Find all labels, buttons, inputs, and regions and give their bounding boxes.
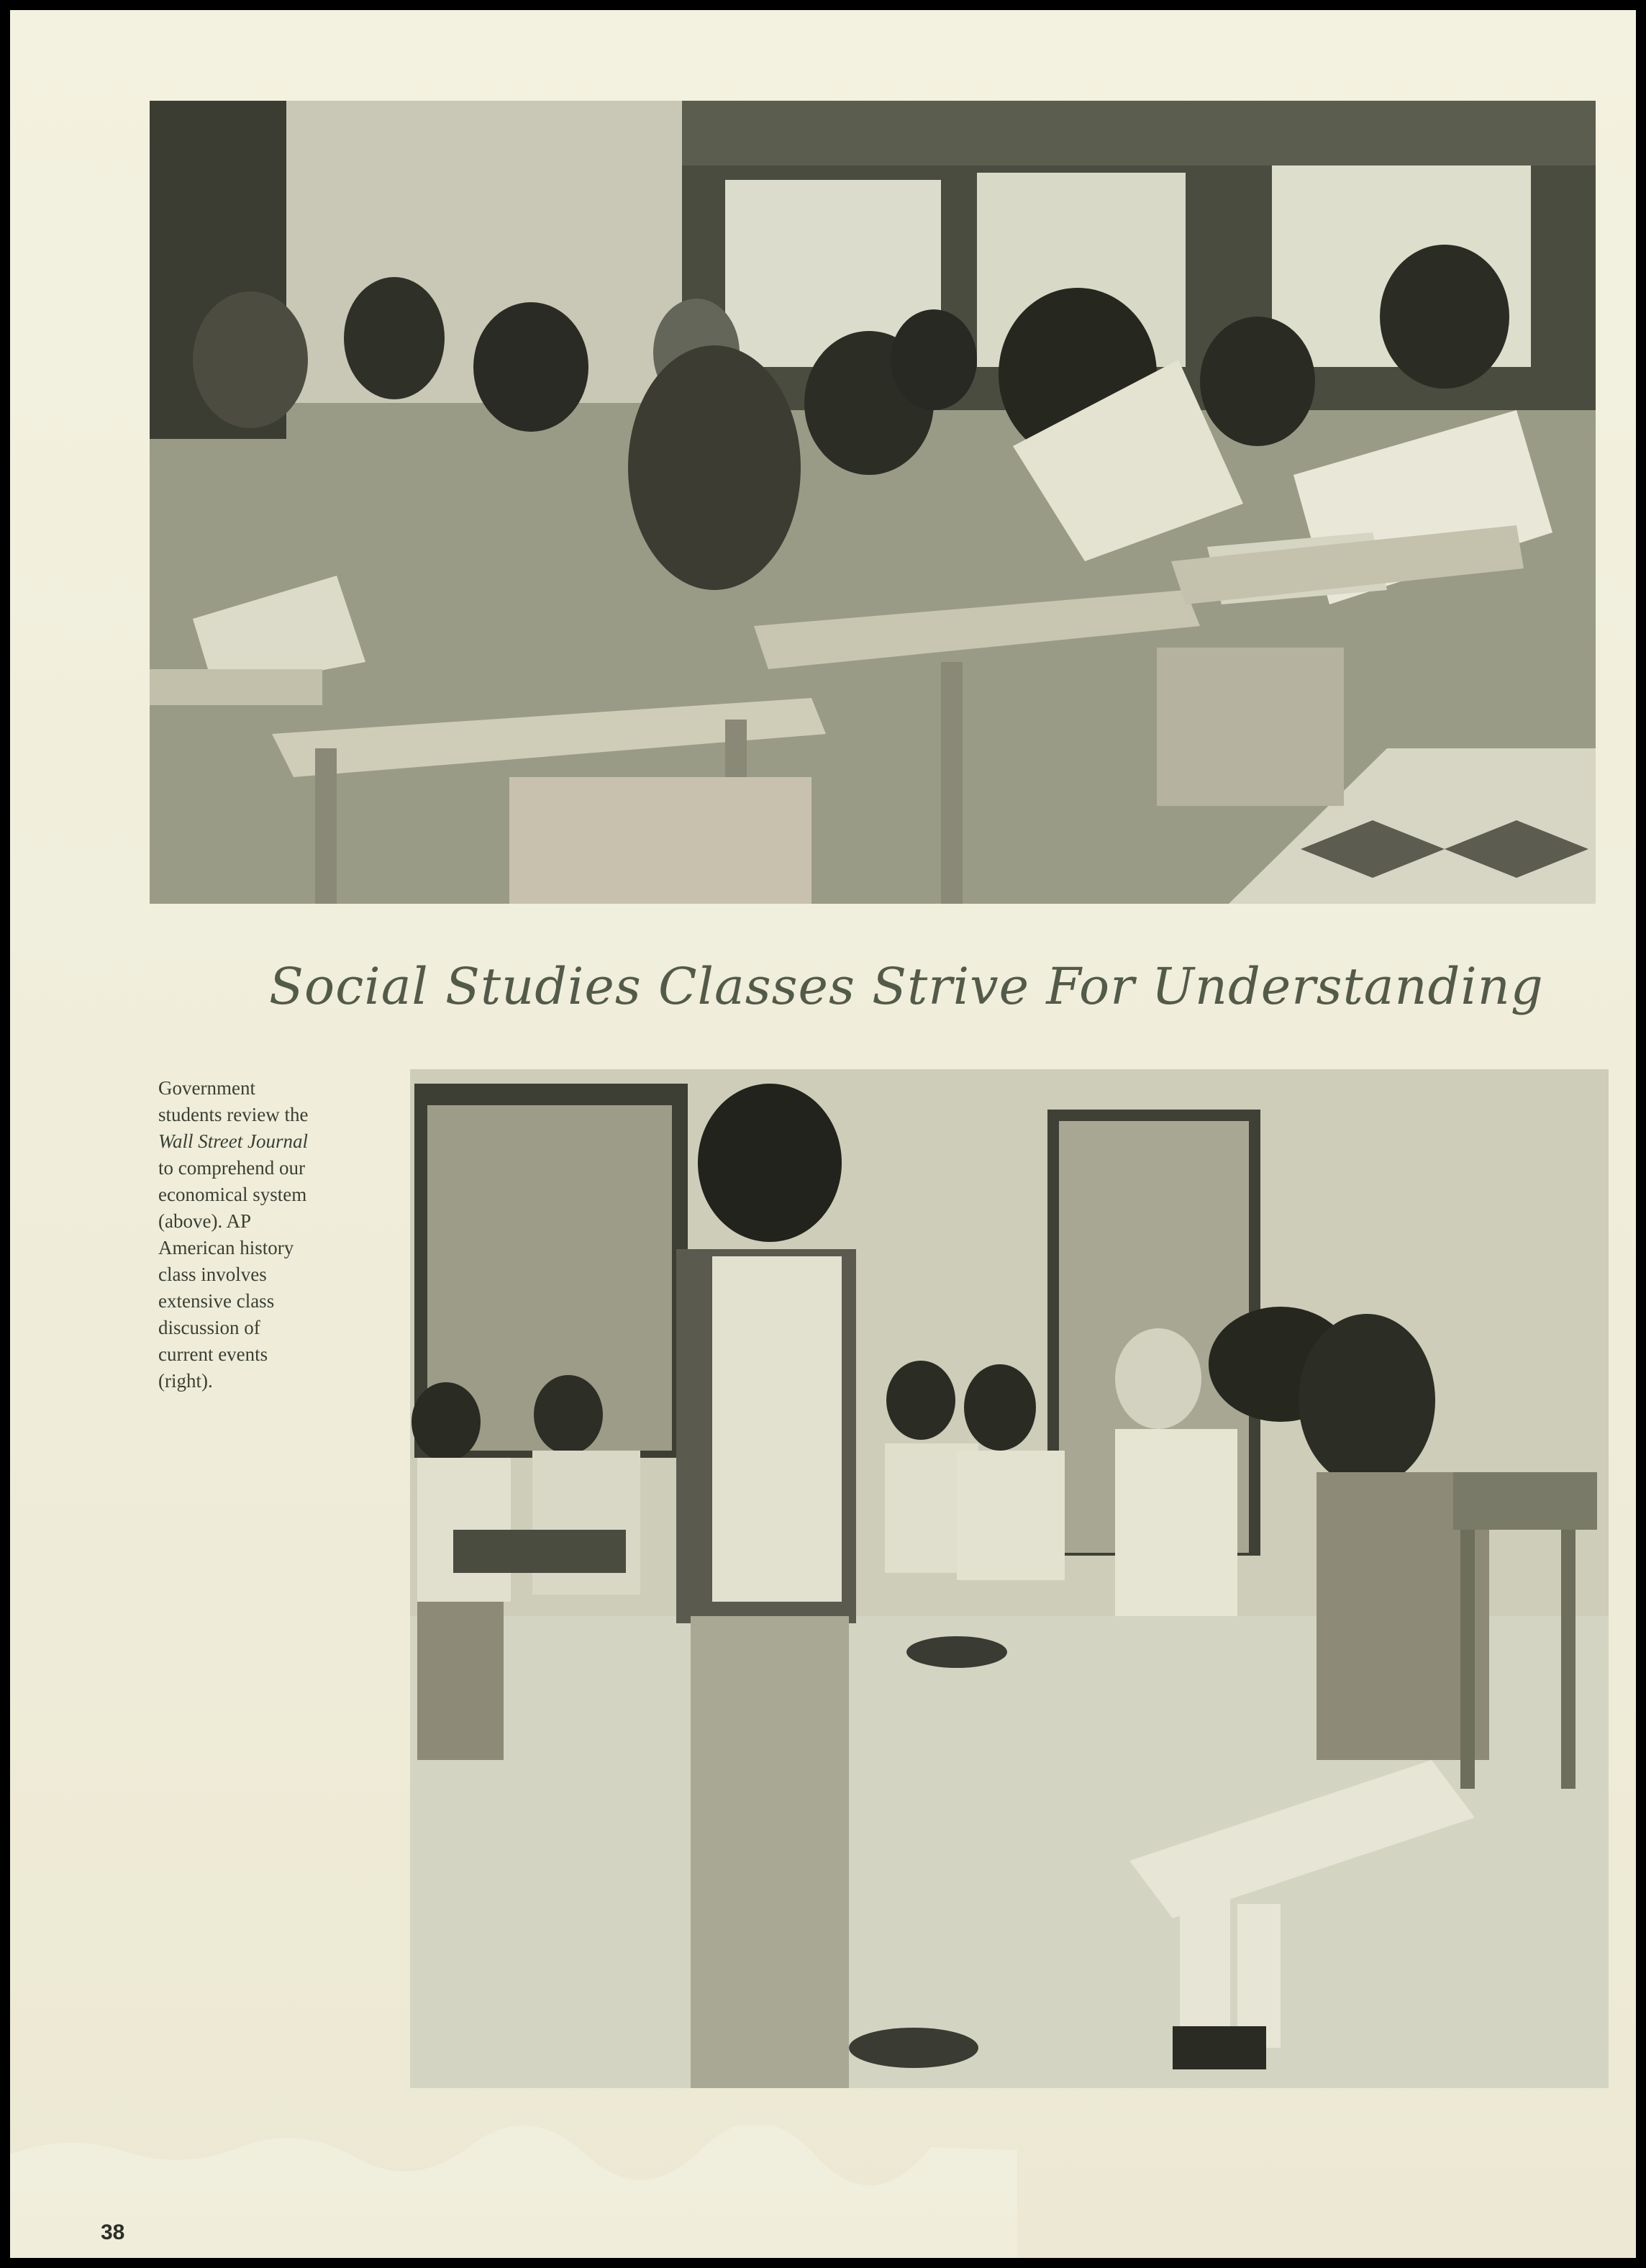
caption-line: students review the [158,1104,309,1125]
caption-line: economical system [158,1184,307,1205]
caption-line: extensive class [158,1290,275,1312]
caption-line: (above). AP [158,1210,251,1232]
page-number: 38 [101,2221,125,2244]
caption-line: Government [158,1077,255,1099]
caption-line: discussion of [158,1317,260,1338]
caption-line: class involves [158,1264,267,1285]
classroom-newspaper-photo-image [150,101,1596,904]
classroom-newspaper-photo [150,101,1596,904]
caption-line: to comprehend our [158,1157,305,1179]
history-discussion-photo [410,1069,1609,2088]
caption-line: current events [158,1343,268,1365]
yearbook-page [10,10,1636,2258]
caption-line: (right). [158,1370,213,1392]
caption-publication-title: Wall Street Journal [158,1130,308,1152]
history-discussion-photo-image [410,1069,1609,2088]
paper-stain [10,2126,1017,2258]
page-headline: Social Studies Classes Strive For Understanding [269,957,1544,1016]
caption-line: American history [158,1237,294,1258]
photo-caption [158,1075,388,1394]
